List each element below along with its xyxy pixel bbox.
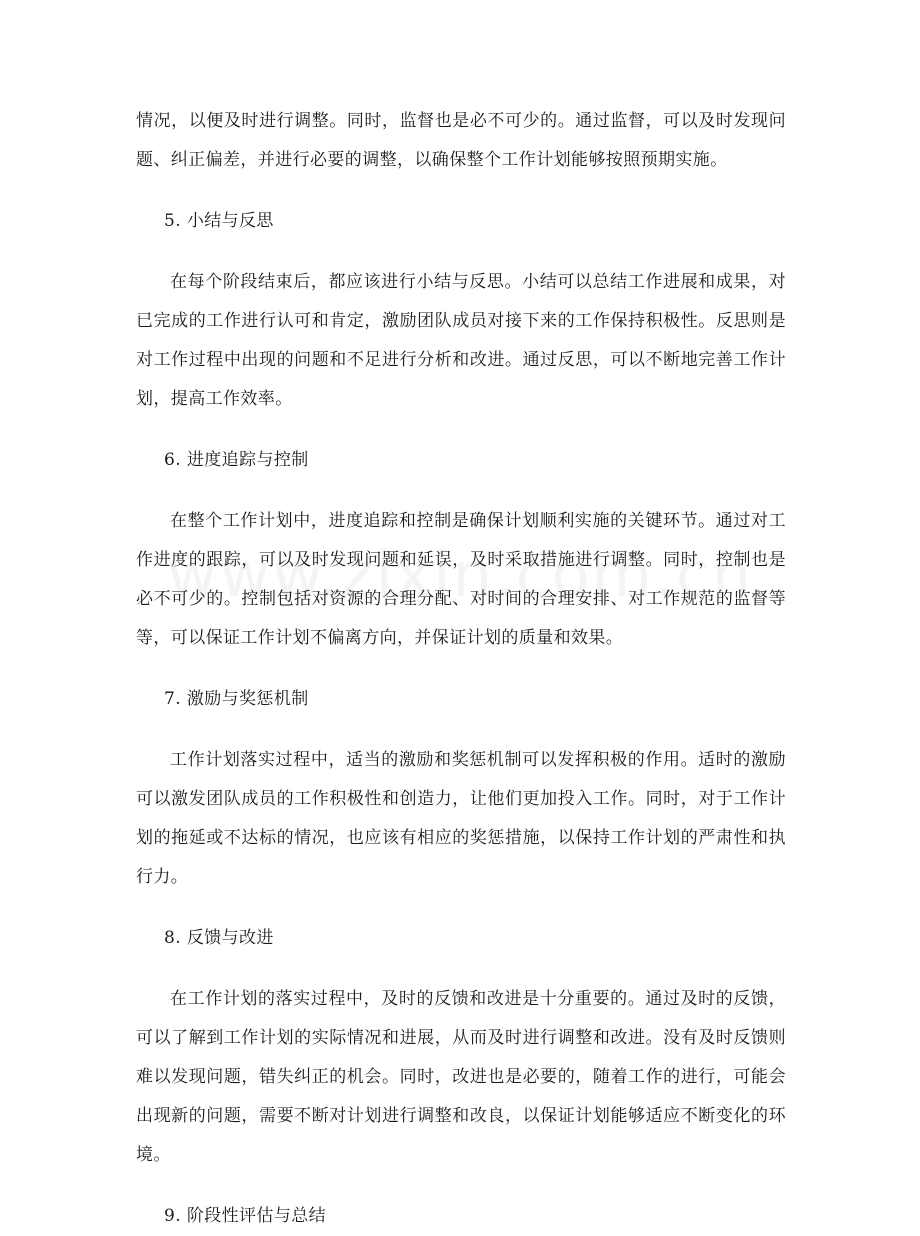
section-heading: 8. 反馈与改进	[164, 928, 274, 948]
section-heading: 7. 激励与奖惩机制	[164, 689, 309, 709]
document-body	[136, 102, 786, 1236]
paragraph: 工作计划落实过程中，适当的激励和奖惩机制可以发挥积极的作用。适时的激励可以激发团队成员的工作积极性和创造力，让他们更加投入工作。同时，对于工作计划的拖延或不达标的情况，也应该有相应的奖惩措施，以保持工作计划的严肃性和执行力。	[136, 750, 786, 887]
section-heading: 9. 阶段性评估与总结	[164, 1206, 327, 1226]
paragraph: 情况，以便及时进行调整。同时，监督也是必不可少的。通过监督，可以及时发现问题、纠正偏差，并进行必要的调整，以确保整个工作计划能够按照预期实施。	[136, 111, 786, 170]
section-heading: 6. 进度追踪与控制	[164, 450, 309, 470]
section-heading: 5. 小结与反思	[164, 211, 274, 231]
paragraph: 在每个阶段结束后，都应该进行小结与反思。小结可以总结工作进展和成果，对已完成的工作进行认可和肯定，激励团队成员对接下来的工作保持积极性。反思则是对工作过程中出现的问题和不足进行分析和改进。通过反思，可以不断地完善工作计划，提高工作效率。	[136, 272, 786, 409]
paragraph: 在工作计划的落实过程中，及时的反馈和改进是十分重要的。通过及时的反馈，可以了解到工作计划的实际情况和进展，从而及时进行调整和改进。没有及时反馈则难以发现问题，错失纠正的机会。同时，改进也是必要的，随着工作的进行，可能会出现新的问题，需要不断对计划进行调整和改良，以保证计划能够适应不断变化的环境。	[136, 989, 786, 1165]
paragraph: 在整个工作计划中，进度追踪和控制是确保计划顺利实施的关键环节。通过对工作进度的跟踪，可以及时发现问题和延误，及时采取措施进行调整。同时，控制也是必不可少的。控制包括对资源的合理分配、对时间的合理安排、对工作规范的监督等等，可以保证工作计划不偏离方向，并保证计划的质量和效果。	[136, 511, 786, 648]
